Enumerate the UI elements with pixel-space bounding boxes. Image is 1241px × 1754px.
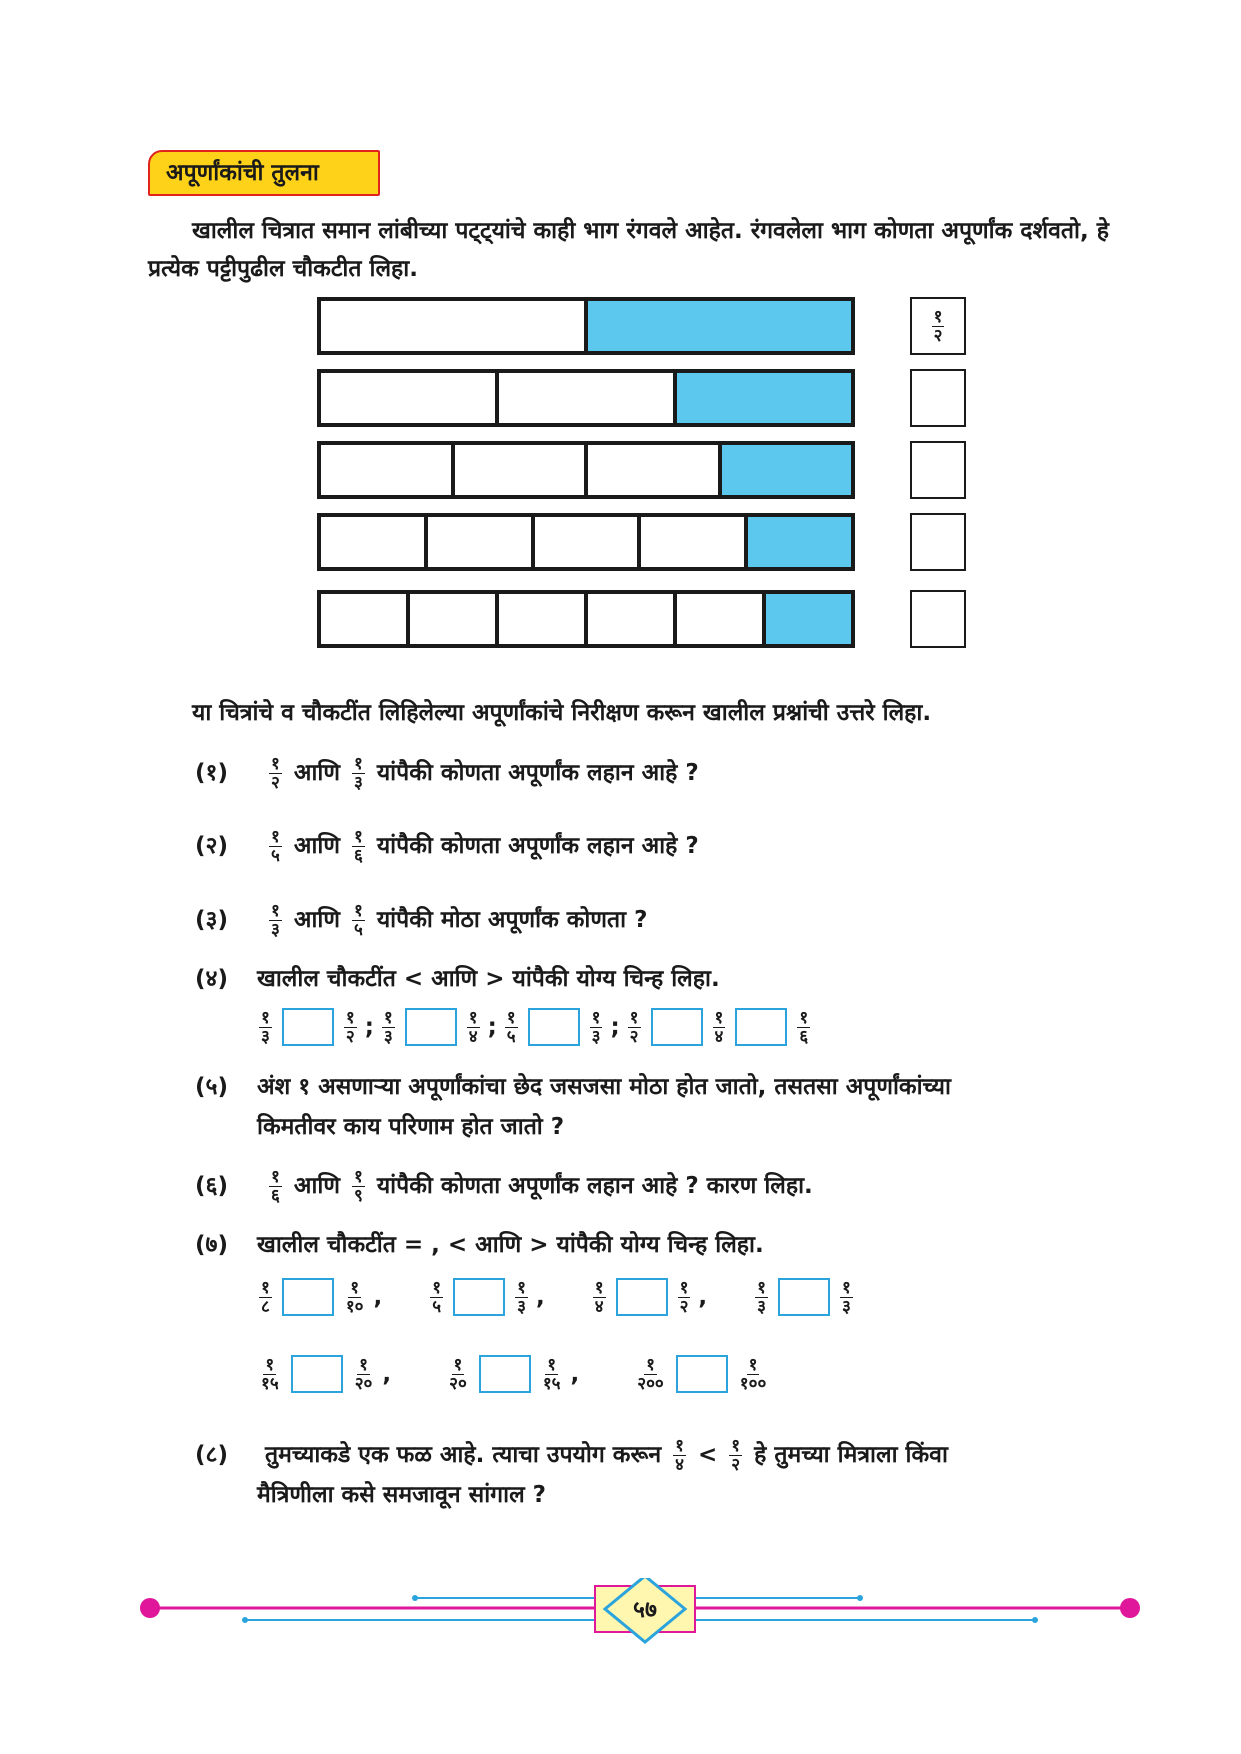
comparison-box[interactable] [291, 1355, 343, 1393]
question-5-line2: किमतीवर काय परिणाम होत जातो ? [257, 1114, 565, 1140]
strip-part [321, 373, 495, 423]
comparison-pair [426, 1278, 548, 1316]
strip-answer-box[interactable] [910, 369, 966, 427]
strip-answer-box[interactable] [910, 513, 966, 571]
fraction-strip [317, 441, 855, 499]
question-8-line2: मैत्रिणीला कसे समजावून सांगाल ? [257, 1482, 547, 1508]
fraction: $\frac{१}{६}$ [799, 1007, 809, 1047]
comparison-box[interactable] [453, 1278, 505, 1316]
comparison-pair [255, 1355, 395, 1393]
strip-part [637, 517, 744, 567]
fraction: $\frac{१}{२}$ [271, 754, 280, 793]
fraction: $\frac{१}{२}$ [629, 1007, 639, 1047]
separator: , [373, 1284, 383, 1310]
strip-part [584, 594, 673, 644]
fraction: $\frac{१}{२}$ [731, 1436, 741, 1475]
separator: , [698, 1284, 708, 1310]
question-1: (१) $\frac{१}{२}$ आणि $\frac{१}{३}$ यांपैकी कोणता अपूर्णांक लहान आहे ? [195, 754, 699, 793]
comparison-box[interactable] [528, 1008, 580, 1046]
strip-shaded-part [744, 517, 851, 567]
fraction: $\frac{१}{१५}$ [261, 1354, 279, 1394]
question-5: (५) अंश १ असणाऱ्या अपूर्णांकांचा छेद जसजसा मोठा होत जातो, तसतसा अपूर्णांकांच्या [195, 1074, 951, 1100]
fraction: $\frac{१}{४}$ [714, 1007, 724, 1047]
fraction: $\frac{१}{३}$ [591, 1007, 601, 1047]
strip-part [321, 517, 424, 567]
separator: , [535, 1284, 545, 1310]
comparison-box[interactable] [479, 1355, 531, 1393]
comparison-box[interactable] [282, 1008, 334, 1046]
strip-shaded-part [584, 301, 851, 351]
fraction: $\frac{१}{१०}$ [345, 1277, 364, 1317]
q7-comparison-row-1 [255, 1278, 897, 1316]
strip-part [531, 517, 638, 567]
fraction: $\frac{१}{१५}$ [542, 1354, 561, 1394]
strip-shaded-part [673, 373, 851, 423]
strip-answer-box[interactable] [910, 590, 966, 648]
comparison-pair [631, 1355, 772, 1393]
fraction: $\frac{१}{८}$ [261, 1277, 270, 1317]
strip-part [673, 594, 762, 644]
fraction: $\frac{१}{२}$ [679, 1277, 689, 1317]
intro-paragraph: खालील चित्रात समान लांबीच्या पट्ट्यांचे काही भाग रंगवले आहेत. रंगवलेला भाग कोणता अपूर्णांक दर्शवतो, हे प्रत्येक पट्टीपुढील चौकटीत लिहा. [148, 218, 1109, 282]
strip-answer-box[interactable] [910, 441, 966, 499]
footer-left-dot [140, 1598, 160, 1618]
separator: ; [487, 1014, 497, 1040]
section-title: अपूर्णांकांची तुलना [148, 150, 380, 196]
q4-comparison-row [255, 1008, 814, 1046]
fraction: $\frac{१}{३}$ [757, 1277, 766, 1317]
fraction: $\frac{१}{३}$ [383, 1007, 393, 1047]
strip-part [495, 594, 584, 644]
fraction: $\frac{१}{५}$ [506, 1007, 516, 1047]
strip-part [584, 445, 718, 495]
comparison-pair [443, 1355, 583, 1393]
footer-right-dot [1120, 1598, 1140, 1618]
fraction-strip [317, 590, 855, 648]
comparison-pair [751, 1278, 857, 1316]
comparison-box[interactable] [676, 1355, 728, 1393]
strip-part [321, 445, 451, 495]
fraction: $\frac{१}{३}$ [842, 1277, 851, 1317]
fraction: $\frac{१}{६}$ [271, 1167, 280, 1206]
fraction: $\frac{१}{३}$ [271, 901, 280, 940]
comparison-box[interactable] [735, 1008, 787, 1046]
comparison-box[interactable] [616, 1278, 668, 1316]
fraction: $\frac{१}{६}$ [353, 827, 363, 866]
question-3: (३) $\frac{१}{३}$ आणि $\frac{१}{५}$ यांपैकी मोठा अपूर्णांक कोणता ? [195, 901, 648, 940]
page-number: ५७ [633, 1597, 657, 1623]
question-4: (४) खालील चौकटींत < आणि > यांपैकी योग्य चिन्ह लिहा. [195, 966, 720, 992]
fraction-strip [317, 297, 855, 355]
fraction: $\frac{१}{२००}$ [637, 1354, 664, 1394]
strip-part [495, 373, 673, 423]
q7-comparison-row-2 [255, 1355, 820, 1393]
strip-shaded-part [718, 445, 852, 495]
fraction: $\frac{१}{५}$ [271, 827, 280, 866]
strip-part [424, 517, 531, 567]
comparison-box[interactable] [778, 1278, 830, 1316]
fraction: $\frac{१}{४}$ [468, 1007, 478, 1047]
fraction-strip [317, 513, 855, 571]
comparison-box[interactable] [405, 1008, 457, 1046]
strip-part [451, 445, 585, 495]
question-7: (७) खालील चौकटींत = , < आणि > यांपैकी योग्य चिन्ह लिहा. [195, 1232, 764, 1258]
separator: ; [364, 1014, 374, 1040]
fraction: $\frac{१}{९}$ [353, 1167, 363, 1206]
separator: , [382, 1361, 392, 1387]
fraction: $\frac{१}{२}$ [345, 1007, 355, 1047]
fraction: $\frac{१}{३}$ [353, 754, 363, 793]
question-8: (८) तुमच्याकडे एक फळ आहे. त्याचा उपयोग करून $\frac{१}{४}$ < $\frac{१}{२}$ हे तुमच्या मित्राला किंवा [195, 1436, 948, 1475]
question-2: (२) $\frac{१}{५}$ आणि $\frac{१}{६}$ यांपैकी कोणता अपूर्णांक लहान आहे ? [195, 827, 699, 866]
fraction: $\frac{१}{२०}$ [449, 1354, 467, 1394]
comparison-box[interactable] [651, 1008, 703, 1046]
fraction: $\frac{१}{३}$ [261, 1007, 270, 1047]
strip-answer-box[interactable] [910, 297, 966, 355]
fraction: $\frac{१}{२०}$ [354, 1354, 373, 1394]
strip-part [321, 594, 406, 644]
observe-instruction: या चित्रांचे व चौकटींत लिहिलेल्या अपूर्णांकांचे निरीक्षण करून खालील प्रश्नांची उत्तरे लिहा. [192, 700, 932, 726]
fraction: $\frac{१}{५}$ [432, 1277, 442, 1317]
strip-shaded-part [762, 594, 851, 644]
question-6: (६) $\frac{१}{६}$ आणि $\frac{१}{९}$ यांपैकी कोणता अपूर्णांक लहान आहे ? कारण लिहा. [195, 1167, 813, 1206]
fraction: $\frac{१}{४}$ [594, 1277, 604, 1317]
separator: , [570, 1361, 580, 1387]
strip-part [406, 594, 495, 644]
comparison-pair [589, 1278, 711, 1316]
fraction-strip [317, 369, 855, 427]
fraction: $\frac{१}{२}$ [933, 306, 943, 346]
fraction: $\frac{१}{१००}$ [739, 1354, 767, 1394]
comparison-box[interactable] [282, 1278, 334, 1316]
strip-part [321, 301, 584, 351]
comparison-pair [255, 1278, 386, 1316]
fraction: $\frac{१}{५}$ [353, 901, 363, 940]
fraction: $\frac{१}{३}$ [517, 1277, 526, 1317]
fraction: $\frac{१}{४}$ [675, 1436, 684, 1475]
separator: ; [610, 1014, 620, 1040]
